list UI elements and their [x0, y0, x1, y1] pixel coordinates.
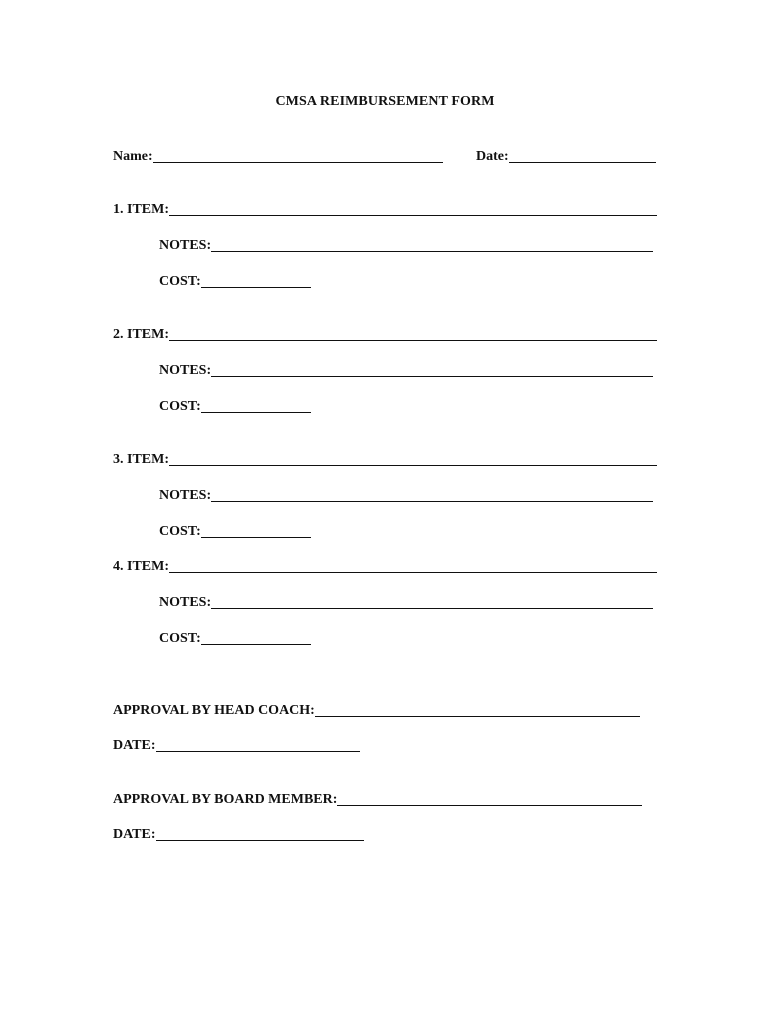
item-1-cost-field[interactable]	[159, 272, 311, 290]
item-1-cost-line[interactable]	[201, 287, 311, 288]
item-3-cost-label: COST:	[159, 524, 201, 539]
item-3-cost-line[interactable]	[201, 537, 311, 538]
item-4-cost-label: COST:	[159, 631, 201, 646]
item-2-notes-line[interactable]	[211, 376, 653, 377]
item-2-label: 2. ITEM:	[113, 327, 169, 342]
board-member-date-line[interactable]	[156, 840, 364, 841]
head-coach-date-label: DATE:	[113, 738, 156, 753]
item-2-field[interactable]	[113, 325, 657, 343]
item-3-line[interactable]	[169, 465, 657, 466]
item-1-cost-label: COST:	[159, 274, 201, 289]
item-4-notes-field[interactable]	[159, 593, 653, 611]
item-2-notes-label: NOTES:	[159, 363, 212, 378]
item-2-cost-label: COST:	[159, 399, 201, 414]
head-coach-approval-field[interactable]	[113, 701, 640, 719]
board-member-date-label: DATE:	[113, 827, 156, 842]
name-line[interactable]	[153, 162, 443, 163]
form-title: CMSA REIMBURSEMENT FORM	[275, 94, 495, 109]
item-1-notes-field[interactable]	[159, 236, 653, 254]
item-2-notes-field[interactable]	[159, 361, 653, 379]
item-1-notes-line[interactable]	[211, 251, 653, 252]
item-3-notes-field[interactable]	[159, 486, 653, 504]
board-member-approval-field[interactable]	[113, 790, 642, 808]
date-field[interactable]	[476, 147, 656, 165]
item-2-line[interactable]	[169, 340, 657, 341]
item-3-notes-line[interactable]	[211, 501, 653, 502]
item-3-label: 3. ITEM:	[113, 452, 169, 467]
item-1-line[interactable]	[169, 215, 657, 216]
item-4-label: 4. ITEM:	[113, 559, 169, 574]
item-1-label: 1. ITEM:	[113, 202, 169, 217]
item-4-field[interactable]	[113, 557, 657, 575]
item-3-field[interactable]	[113, 450, 657, 468]
item-4-notes-line[interactable]	[211, 608, 653, 609]
name-label: Name:	[113, 149, 153, 164]
item-3-cost-field[interactable]	[159, 522, 311, 540]
head-coach-approval-line[interactable]	[315, 716, 640, 717]
board-member-approval-line[interactable]	[337, 805, 642, 806]
head-coach-date-line[interactable]	[156, 751, 360, 752]
item-1-notes-label: NOTES:	[159, 238, 212, 253]
head-coach-date-field[interactable]	[113, 736, 360, 754]
item-2-cost-field[interactable]	[159, 397, 311, 415]
date-line[interactable]	[509, 162, 656, 163]
board-member-date-field[interactable]	[113, 825, 364, 843]
item-4-line[interactable]	[169, 572, 657, 573]
item-2-cost-line[interactable]	[201, 412, 311, 413]
item-1-field[interactable]	[113, 200, 657, 218]
head-coach-approval-label: APPROVAL BY HEAD COACH:	[113, 703, 315, 718]
item-4-cost-line[interactable]	[201, 644, 311, 645]
name-field[interactable]	[113, 147, 443, 165]
date-label: Date:	[476, 149, 509, 164]
item-4-notes-label: NOTES:	[159, 595, 212, 610]
board-member-approval-label: APPROVAL BY BOARD MEMBER:	[113, 792, 338, 807]
item-3-notes-label: NOTES:	[159, 488, 212, 503]
item-4-cost-field[interactable]	[159, 629, 311, 647]
